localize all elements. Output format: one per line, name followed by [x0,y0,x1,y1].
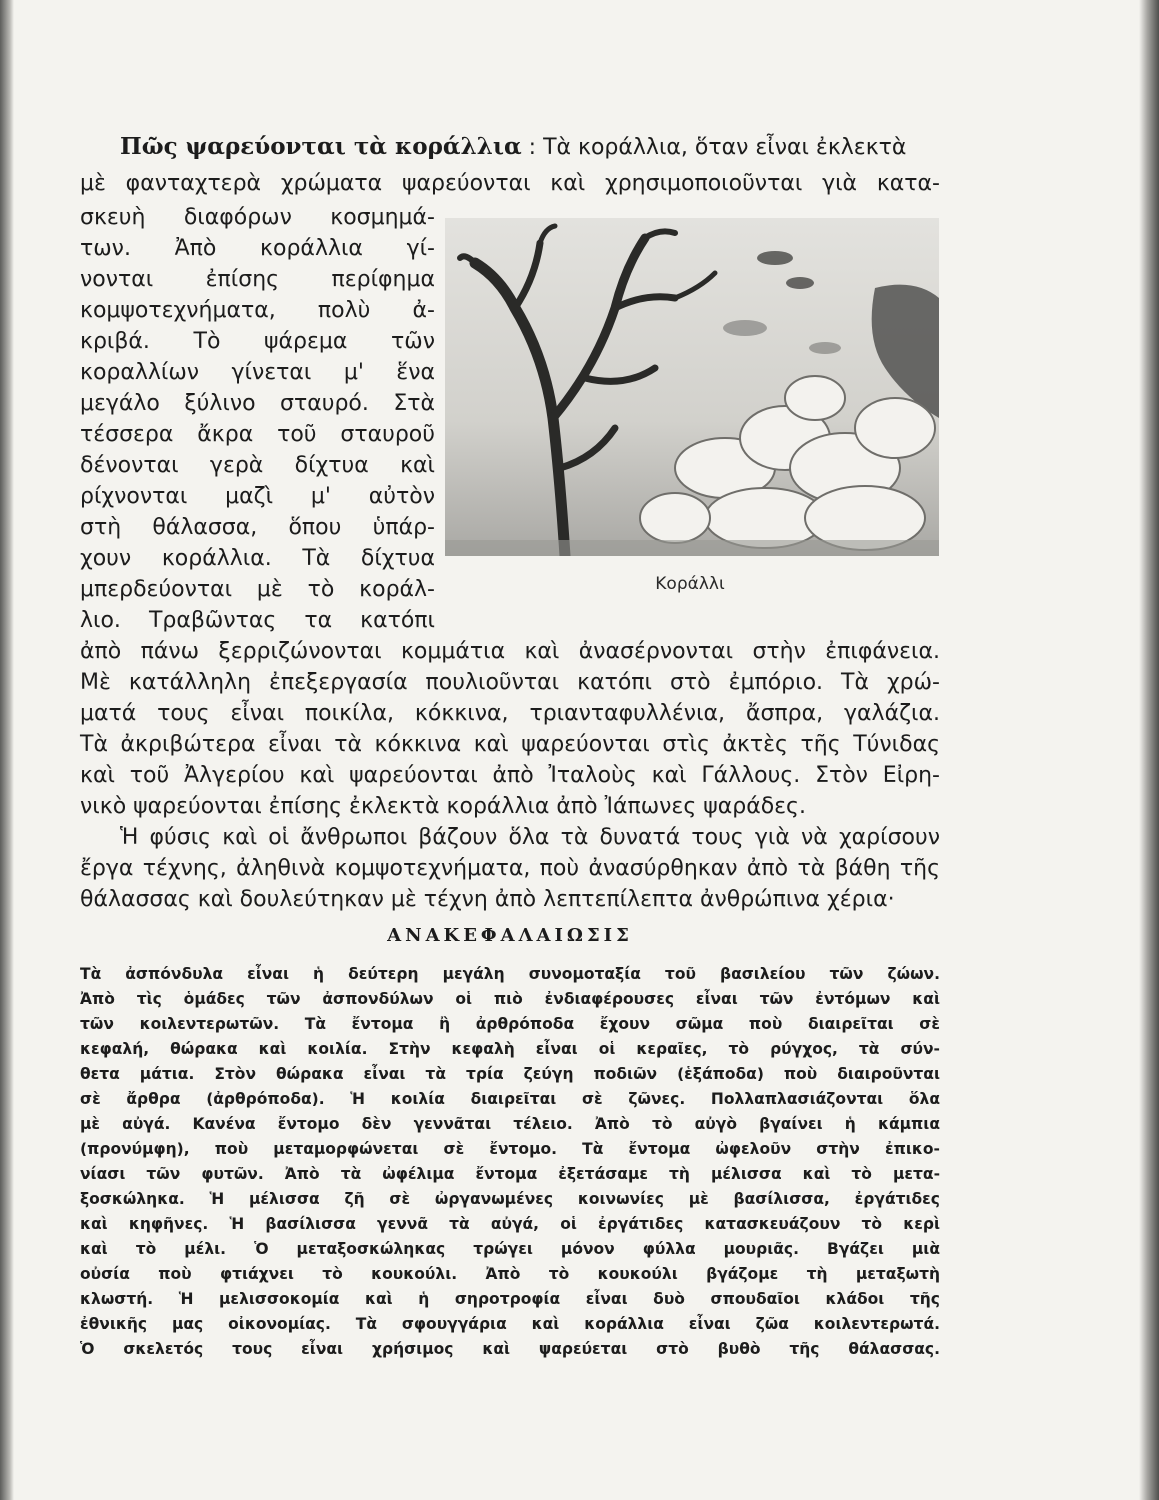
article-line: τέσσερα ἄκρα τοῦ σταυροῦ [80,422,435,447]
article-line: κομψοτεχνήματα, πολὺ ἀ- [80,298,435,323]
article-line: νονται ἐπίσης περίφημα [80,267,435,292]
summary-line: τῶν κοιλεντερωτῶν. Τὰ ἔντομα ἢ ἀρθρόποδα ἔχουν σῶμα ποὺ διαιρεῖται σὲ [80,1015,940,1033]
article-line: κοραλλίων γίνεται μ' ἕνα [80,360,435,385]
figure-caption: Κοράλλι [655,574,725,594]
summary-line: Τὰ ἀσπόνδυλα εἶναι ἡ δεύτερη μεγάλη συνομοταξία τοῦ βασιλείου τῶν ζώων. [80,965,940,983]
coral-illustration [445,218,939,556]
article-line: Μὲ κατάλληλη ἐπεξεργασία πουλιοῦνται κατόπι στὸ ἐμπόριο. Τὰ χρώ- [80,670,940,695]
summary-line: καὶ κηφῆνες. Ἡ βασίλισσα γεννᾶ τὰ αὐγά, οἱ ἐργάτιδες κατασκευάζουν τὸ κερὶ [80,1215,940,1233]
article-line: στὴ θάλασσα, ὅπου ὑπάρ- [80,515,435,540]
article-line: Ἡ φύσις καὶ οἱ ἄνθρωποι βάζουν ὅλα τὰ δυνατά τους γιὰ νὰ χαρίσουν [120,825,940,850]
summary-line: Ἀπὸ τὶς ὁμάδες τῶν ἀσπονδύλων οἱ πιὸ ἐνδιαφέρουσες εἶναι τῶν ἐντόμων καὶ [80,990,940,1008]
summary-line: Ὁ σκελετός τους εἶναι χρήσιμος καὶ ψαρεύεται στὸ βυθὸ τῆς θάλασσας. [80,1340,940,1358]
summary-line: καὶ τὸ μέλι. Ὁ μεταξοσκώληκας τρώγει μόνον φύλλα μουριᾶς. Βγάζει μιὰ [80,1240,940,1258]
article-title: Πῶς ψαρεύονται τὰ κοράλλια [120,133,522,160]
article-line: λιο. Τραβῶντας τα κατόπι [80,608,435,633]
summary-line: ἐθνικῆς μας οἰκονομίας. Τὰ σφουγγάρια καὶ κοράλλια εἶναι ζῶα κοιλεντερωτά. [80,1315,940,1333]
summary-line: θετα μάτια. Στὸν θώρακα εἶναι τὰ τρία ζεύγη ποδιῶν (ἑξάποδα) ποὺ διαιροῦνται [80,1065,940,1083]
article-line: : Τὰ κοράλλια, ὅταν εἶναι ἐκλεκτὰ [528,135,907,160]
article-line: ἀπὸ πάνω ξερριζώνονται κομμάτια καὶ ἀνασέρνονται στὴν ἐπιφάνεια. [80,639,940,664]
summary-line: κεφαλή, θώρακα καὶ κοιλία. Στὴν κεφαλὴ εἶναι οἱ κεραῖες, τὸ ρύγχος, τὰ σύν- [80,1040,940,1058]
article-line: δένονται γερὰ δίχτυα καὶ [80,453,435,478]
summary-line: ξοσκώληκα. Ἡ μέλισσα ζῆ σὲ ὠργανωμένες κοινωνίες μὲ βασίλισσα, ἐργάτιδες [80,1190,940,1208]
article-line: Τὰ ἀκριβώτερα εἶναι τὰ κόκκινα καὶ ψαρεύονται στὶς ἀκτὲς τῆς Τύνιδας [80,732,940,757]
article-line: ἔργα τέχνης, ἀληθινὰ κομψοτεχνήματα, ποὺ ἀνασύρθηκαν ἀπὸ τὰ βάθη τῆς [80,856,940,881]
summary-heading: ΑΝΑΚΕΦΑΛΑΙΩΣΙΣ [387,925,633,946]
page-edge-right [1139,0,1159,1500]
article-line: ρίχνονται μαζὶ μ' αὐτὸν [80,484,435,509]
article-line: νικὸ ψαρεύονται ἐπίσης ἐκλεκτὰ κοράλλια ἀπὸ Ἰάπωνες ψαράδες. [80,794,806,819]
page-edge-left [0,0,14,1500]
summary-line: οὐσία ποὺ φτιάχνει τὸ κουκούλι. Ἀπὸ τὸ κουκούλι βγάζομε τὴ μεταξωτὴ [80,1265,940,1283]
article-line: κριβά. Τὸ ψάρεμα τῶν [80,329,435,354]
seabed [445,540,939,556]
article-line: ματά τους εἶναι ποικίλα, κόκκινα, τριανταφυλλένια, ἄσπρα, γαλάζια. [80,701,940,726]
article-line: των. Ἀπὸ κοράλλια γί- [80,236,435,261]
article-line: θάλασσας καὶ δουλεύτηκαν μὲ τέχνη ἀπὸ λεπτεπίλεπτα ἀνθρώπινα χέρια· [80,887,895,912]
summary-line: νίασι τῶν φυτῶν. Ἀπὸ τὰ ὠφέλιμα ἔντομα ἐξετάσαμε τὴ μέλισσα καὶ τὸ μετα- [80,1165,940,1183]
article-line: χουν κοράλλια. Τὰ δίχτυα [80,546,435,571]
summary-line: σὲ ἄρθρα (ἀρθρόποδα). Ἡ κοιλία διαιρεῖται σὲ ζῶνες. Πολλαπλασιάζονται ὅλα [80,1090,940,1108]
summary-line: μὲ αὐγά. Κανένα ἔντομο δὲν γεννᾶται τέλειο. Ἀπὸ τὸ αὐγὸ βγαίνει ἡ κάμπια [80,1115,940,1133]
article-line: μεγάλο ξύλινο σταυρό. Στὰ [80,391,435,416]
article-line: καὶ τοῦ Ἀλγερίου καὶ ψαρεύονται ἀπὸ Ἰταλοὺς καὶ Γάλλους. Στὸν Εἰρη- [80,763,940,788]
summary-line: κλωστή. Ἡ μελισσοκομία καὶ ἡ σηροτροφία εἶναι δυὸ σπουδαῖοι κλάδοι τῆς [80,1290,940,1308]
article-first-line [120,132,940,163]
coral-photo [445,218,939,556]
summary-line: (προνύμφη), ποὺ μεταμορφώνεται σὲ ἔντομο. Τὰ ἔντομα ὠφελοῦν στὴν ἐπικο- [80,1140,940,1158]
article-line: σκευὴ διαφόρων κοσμημά- [80,205,435,230]
article-line: μὲ φανταχτερὰ χρώματα ψαρεύονται καὶ χρησιμοποιοῦνται γιὰ κατα- [80,171,940,196]
article-line: μπερδεύονται μὲ τὸ κοράλ- [80,577,435,602]
